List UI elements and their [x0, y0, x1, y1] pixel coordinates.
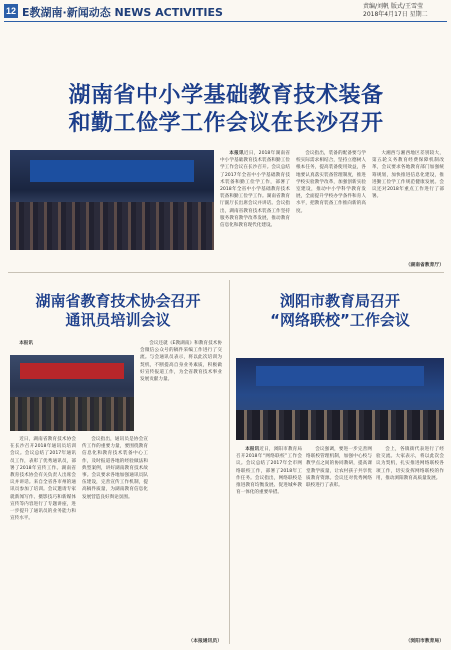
page-header: [0, 0, 451, 22]
attendees: [236, 410, 444, 440]
article2-text-3: 会议还就《E教湖南》和教育技术协会微信公众号的稿件采编工作进行了交流。与会通讯员表示，将以此次培训为契机，不断提高自身业务素质，积极做好宣传报道工作，为全省教育技术事业发展贡献力量。: [140, 341, 222, 383]
article3-source: （浏阳市教育局）: [405, 639, 444, 644]
header-meta: [363, 3, 443, 19]
article2-byline: 本报讯: [19, 341, 33, 346]
article3-byline: 本报讯: [245, 447, 260, 452]
article3-text-2: 会议强调，要进一步完善网络联校管理机制，加强中心校与教学点之间的协同教研，提高课堂教学质量，让农村孩子共享优质教育资源。会议还对优秀网络联校进行了表彰。: [306, 447, 372, 489]
article2-headline-line1: 湖南省教育技术协会召开: [35, 292, 201, 310]
article2-column-1: [10, 436, 76, 644]
main-headline-line2: 和勤工俭学工作会议在长沙召开: [68, 111, 384, 136]
main-headline-line1: 湖南省中小学基础教育技术装备: [68, 83, 384, 108]
article3-text-1: 近日，浏阳市教育局召开2018年“网络联校”工作会议。会议总结了2017年全市网络联校工作，部署了2018年工作任务。会议指出，网络联校是推进教育均衡发展、促进城乡教育一体化的重要举措。: [236, 447, 302, 496]
section-divider: [8, 272, 444, 273]
article2-column-1-top: [10, 340, 78, 354]
article2-text-1: 近日，湖南省教育技术协会在长沙召开2018年通讯员培训会议。会议总结了2017年通讯员工作，表彰了优秀通讯员，部署了2018年宣传工作。湖南省教育技术协会有关负责人出席会议并讲话。来自全省各市州的通讯员参加了培训。会议邀请专家就新闻写作、摄影技巧和新媒体宣传等内容进行了专题讲座，进一步提升了通讯员的业务能力和宣传水平。: [10, 437, 76, 522]
meeting-photo: [236, 358, 444, 440]
article1-byline: 本报讯: [229, 151, 244, 156]
article3-headline-line2: “网络联校”工作会议: [270, 311, 410, 329]
article2-headline: [8, 292, 228, 330]
article2-headline-line2: 通讯员培训会议: [65, 311, 171, 329]
page-number: 12: [5, 6, 16, 16]
audience: [10, 202, 214, 250]
stage-banner: [256, 366, 424, 386]
main-headline: [14, 82, 438, 138]
section-title: E教湖南·新闻动态 NEWS ACTIVITIES: [22, 6, 223, 19]
audience: [10, 397, 134, 431]
article1-text-2: 会议指出，装备的配备要与学校实际需求相结合，坚持立德树人根本任务，提高装备使用效益，各地要认真落实装备管理制度，推进学校实验教学改革，加强创新实验室建设，推动中小学科学教育发展，全面提升学校办学条件和育人水平，把教育装备工作推向新的高度。: [296, 151, 366, 214]
article1-column-1: [220, 150, 290, 268]
article1-source: （湖南省教育厅）: [405, 263, 444, 268]
article2-source: （本报通讯员）: [188, 639, 222, 644]
article2-text-2: 会议指出，通讯员是协会宣传工作的重要力量，要围绕教育信息化和教育技术装备中心工作，及时报道各地的经验做法和典型案例，讲好湖南教育技术故事。会议要求各地加强通讯员队伍建设，完善宣传工作机制，提高稿件质量，为湖南教育信息化发展营造良好舆论氛围。: [82, 437, 148, 500]
stage-banner: [30, 160, 194, 182]
training-photo: [10, 355, 134, 431]
article1-column-2: [296, 150, 366, 268]
article2-column-2: [82, 436, 148, 644]
article3-headline: [234, 292, 446, 330]
article3-text-3: 会上，各镇街代表进行了经验交流。大家表示，将以此次会议为契机，扎实推进网络联校各项工作，切实发挥网络联校的作用，推动浏阳教育高质量发展。: [376, 447, 444, 481]
article1-text-3: 大湘西与湘西地区差别较大，第五轮义务教育经费保障机制改革，会议要求各地教育部门加强统筹规划，加快推进信息化建设，推进勤工俭学工作规范健康发展。会议还对2018年重点工作进行了部署。: [372, 151, 444, 200]
column-divider: [229, 280, 230, 644]
article3-column-1: [236, 446, 302, 642]
header-rule: [4, 21, 447, 22]
article3-column-2: [306, 446, 372, 642]
article2-column-3: [140, 340, 222, 636]
issue-date: 2018年4月17日 星期二: [363, 11, 428, 18]
conference-photo: [10, 150, 214, 250]
editor-credit: 责编/刘帆 版式/王雪莹: [363, 3, 423, 10]
stage-banner: [20, 363, 124, 379]
article3-column-3: [376, 446, 444, 634]
article1-column-3: [372, 150, 444, 260]
article1-text-1: 近日，2018年湖南省中小学基础教育技术装备和勤工俭学工作会议在长沙召开。会议总结了2017年全省中小学基础教育技术装备和勤工俭学工作，部署了2018年全省中小学基础教育技术装备和勤工俭学工作。湖南省教育厅副厅长出席会议并讲话。会议指出，湖南省教育技术装备工作坚持服务教育教学改革发展，推动教育信息化和教育现代化建设。: [220, 151, 290, 229]
article3-headline-line1: 浏阳市教育局召开: [279, 292, 400, 310]
